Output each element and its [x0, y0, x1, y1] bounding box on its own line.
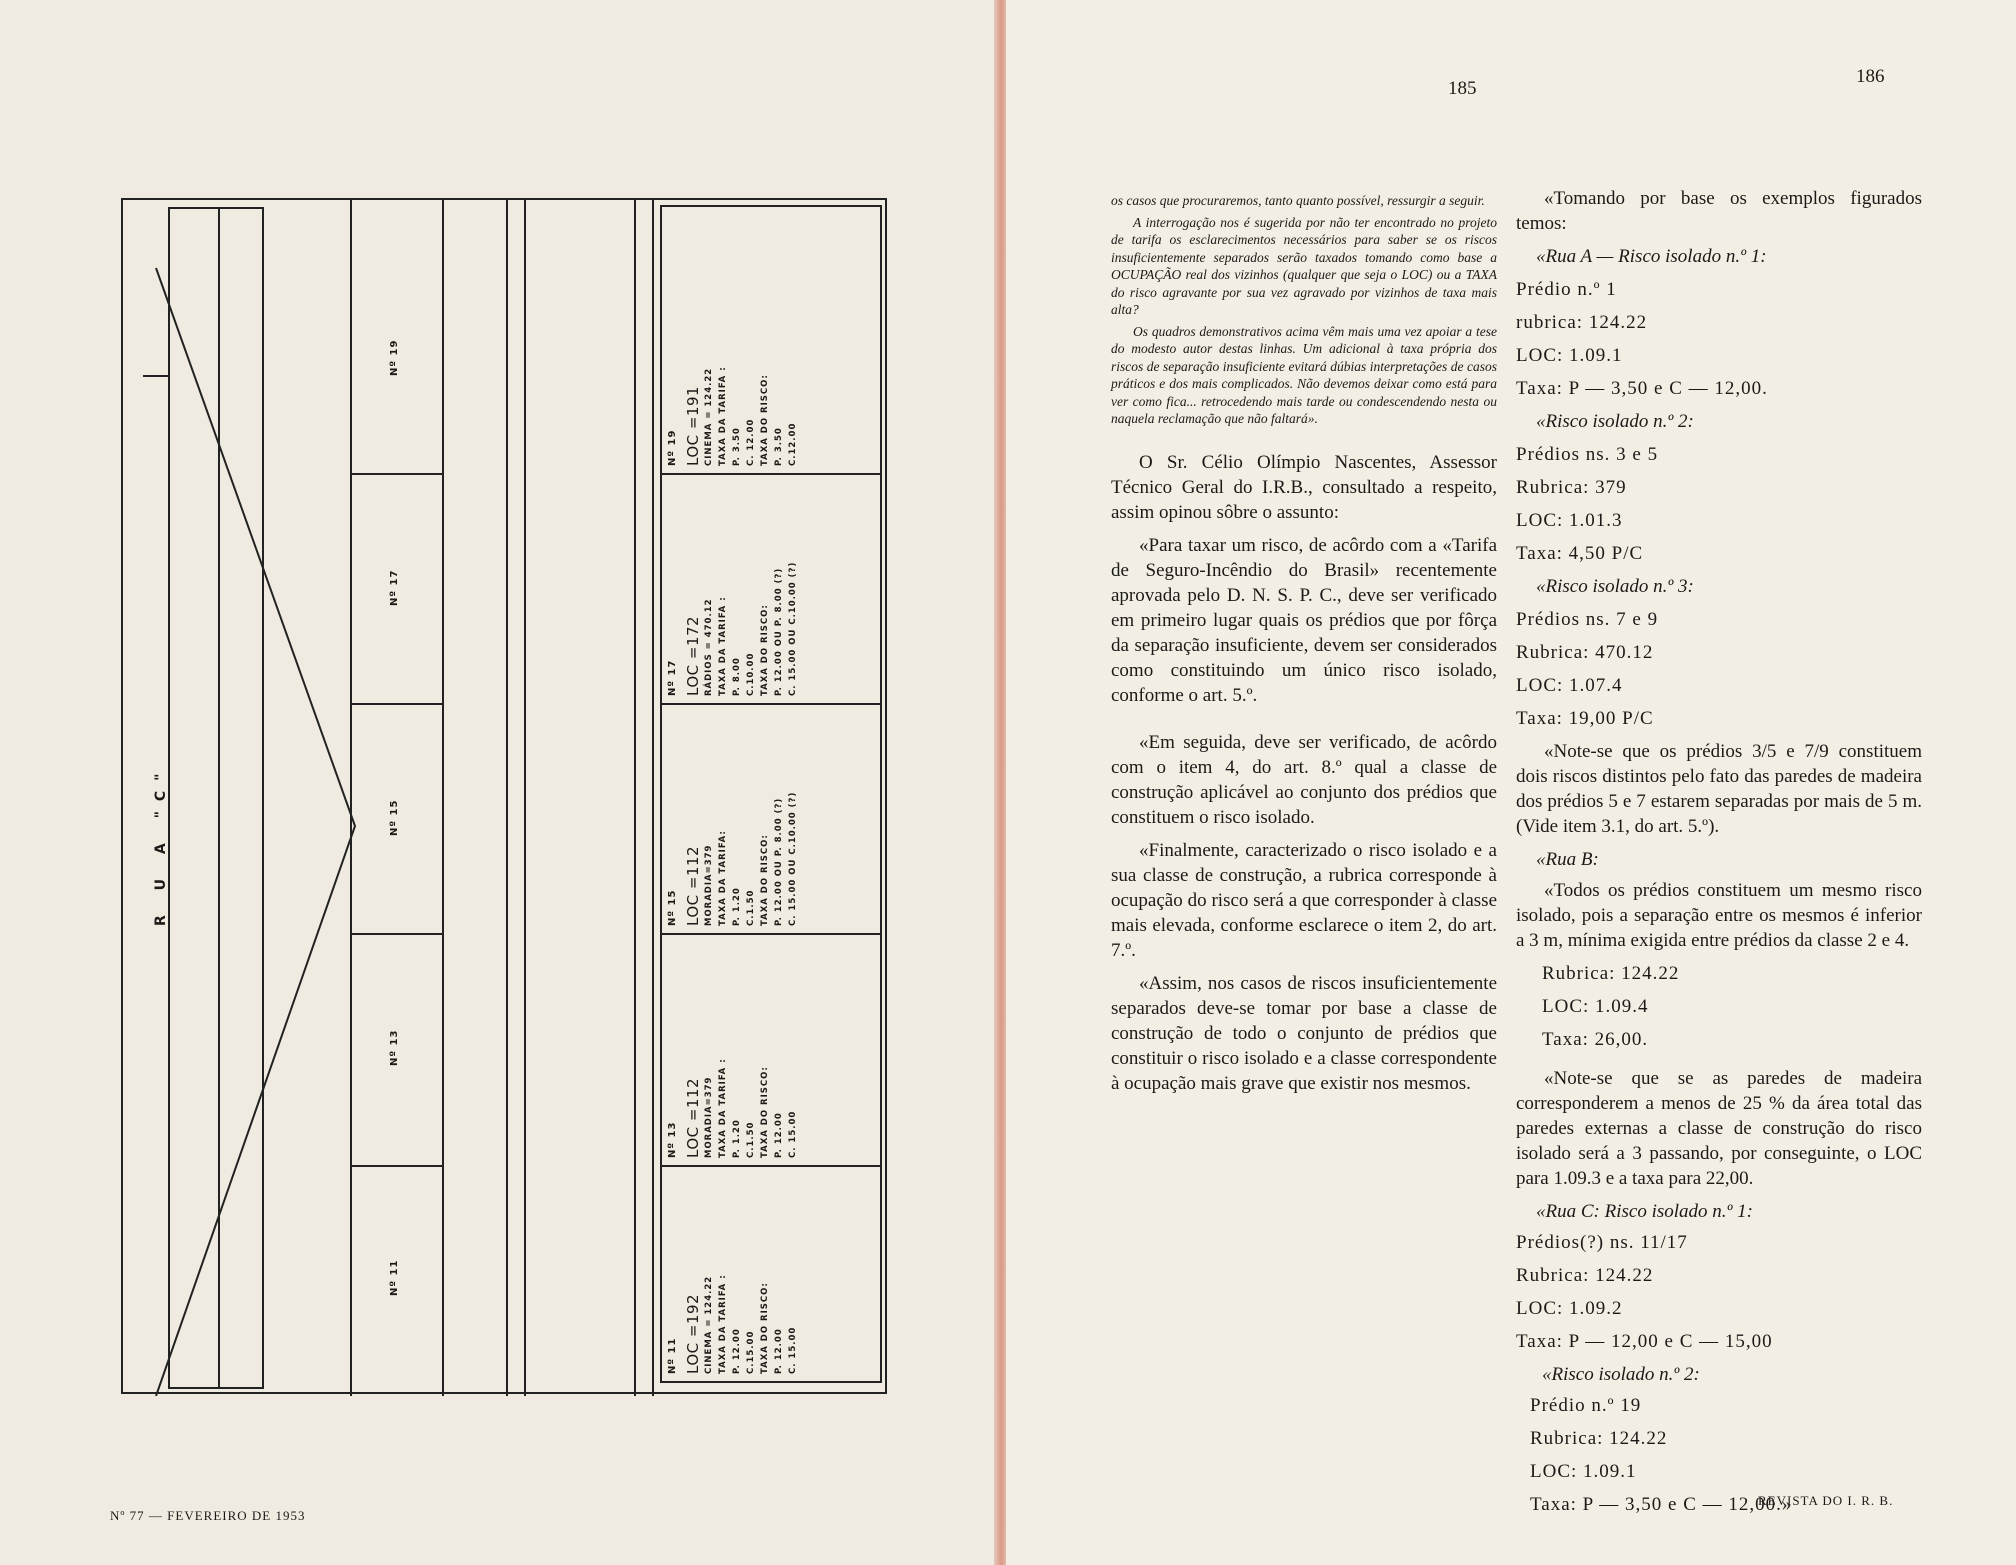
a3-line: LOC: 1.07.4 — [1516, 675, 1623, 696]
c1-line: Taxa: P — 12,00 e C — 15,00 — [1516, 1331, 1773, 1352]
body-paragraph: «Finalmente, caracterizado o risco isolado e a sua classe de construção, a rubrica corresponde à ocupação do risco será a que corresponder à classe mais elevada, conforme esclarece o item 2, do art. 7.º. — [1111, 839, 1497, 961]
rua-b-paragraph: «Todos os prédios constituem um mesmo risco isolado, pois a separação entre os mesmos é inferior a 3 m, mínima exigida entre prédios da classe 2 e 4. — [1516, 880, 1922, 951]
building-number-13: Nº 13 — [389, 1029, 400, 1066]
a1-line: Taxa: P — 3,50 e C — 12,00. — [1516, 378, 1768, 399]
street-name: R U A "C" — [153, 763, 169, 926]
building-number-17: Nº 17 — [389, 569, 400, 606]
building-cell-17: Nº 17 LOC =172 RÁDIOS = 470.12 TAXA DA TARIFA : P. 8.00 C.10.00 TAXA DO RISCO: P. 12.00 OU P. 8.00 (?) C. 15.00 OU C.10.00 (?) — [667, 561, 798, 696]
a3-line: Taxa: 19,00 P/C — [1516, 708, 1654, 729]
a2-line: Rubrica: 379 — [1516, 477, 1627, 498]
a1-line: rubrica: 124.22 — [1516, 312, 1648, 333]
building-cell-11: Nº 11 LOC =192 CINEMA = 124.22 TAXA DA TARIFA : P. 12.00 C.15.00 TAXA DO RISCO: P. 12.00 C. 15.00 — [667, 1274, 798, 1374]
section-heading-rua-b: «Rua B: — [1536, 849, 1599, 870]
body-paragraph: «Em seguida, deve ser verificado, de acôrdo com o item 4, do art. 8.º qual a classe de construção aplicável ao conjunto dos prédios que constituem o risco isolado. — [1111, 731, 1497, 828]
building-cell-19: Nº 19 LOC =191 CINEMA = 124.22 TAXA DA TARIFA : P. 3.50 C. 12.00 TAXA DO RISCO: P. 3.50 C.12.00 — [667, 366, 798, 466]
a1-line: Prédio n.º 1 — [1516, 279, 1617, 300]
note-paragraph: «Note-se que os prédios 3/5 e 7/9 constituem dois riscos distintos pelo fato das paredes de madeira dos prédios 5 e 7 estarem separadas por mais de 5 m. (Vide item 3.1, do art. 5.º). — [1516, 741, 1922, 837]
building-number-15: Nº 15 — [389, 799, 400, 836]
body-paragraph: O Sr. Célio Olímpio Nascentes, Assessor Técnico Geral do I.R.B., consultado a respeito, assim opinou sôbre o assunto: — [1111, 451, 1497, 523]
body-paragraph: «Para taxar um risco, de acôrdo com a «Tarifa de Seguro-Incêndio do Brasil» recentemente aprovada pelo D. N. S. P. C., deve ser verificado em primeiro lugar quais os prédios que por fôrça da separação insuficiente, devem ser considerados como constituindo um único risco isolado, conforme o art. 5.º. — [1111, 534, 1497, 706]
c2-line: Rubrica: 124.22 — [1530, 1428, 1668, 1449]
section-heading-rua-c: «Rua C: Risco isolado n.º 1: — [1536, 1201, 1753, 1222]
c2-line: Taxa: P — 3,50 e C — 12,00.» — [1530, 1494, 1793, 1515]
left-page-footer: Nº 77 — FEVEREIRO DE 1953 — [110, 1508, 306, 1523]
left-page — [0, 0, 998, 1565]
street-outline — [156, 268, 355, 1396]
site-plan-drawing — [121, 198, 887, 1394]
section-heading-c2: «Risco isolado n.º 2: — [1542, 1364, 1700, 1385]
b-line: Rubrica: 124.22 — [1542, 963, 1680, 984]
italic-paragraph: A interrogação nos é sugerida por não ter encontrado no projeto de tarifa os esclarecimentos necessários para saber se os riscos insuficientemente separados serão taxados tomando como base a OCUPAÇÃO real dos vizinhos (qualquer que seja o LOC) ou a TAXA do risco agravante por sua vez agravado por vizinhos de taxa mais alta? — [1111, 214, 1497, 317]
page-number-185: 185 — [1448, 78, 1477, 99]
c2-line: Prédio n.º 19 — [1530, 1395, 1642, 1416]
italic-paragraph: os casos que procuraremos, tanto quanto possível, ressurgir a seguir. — [1111, 193, 1485, 208]
site-plan-rotated — [123, 200, 889, 1396]
a3-line: Prédios ns. 7 e 9 — [1516, 609, 1659, 630]
right-page — [1006, 0, 2016, 1565]
section-heading-a3: «Risco isolado n.º 3: — [1536, 576, 1694, 597]
a3-line: Rubrica: 470.12 — [1516, 642, 1654, 663]
building-cell-15: Nº 15 LOC =112 MORADIA=379 TAXA DA TARIFA: P. 1.20 C.1.50 TAXA DO RISCO: P. 12.00 OU P. 8.00 (?) C. 15.00 OU C.10.00 (?) — [667, 791, 798, 926]
text-column-1 — [1111, 192, 1497, 1104]
note-paragraph: «Note-se que se as paredes de madeira corresponderem a menos de 25 % da área total das paredes externas a classe de construção do risco isolado será a 3 passando, por conseguinte, o LOC para 1.09.3 e a taxa para 22,00. — [1516, 1068, 1922, 1189]
a2-line: Taxa: 4,50 P/C — [1516, 543, 1644, 564]
building-number-11: Nº 11 — [389, 1259, 400, 1296]
intro-paragraph: «Tomando por base os exemplos figurados temos: — [1516, 188, 1922, 234]
b-line: LOC: 1.09.4 — [1542, 996, 1649, 1017]
right-page-footer: REVISTA DO I. R. B. — [1758, 1493, 1894, 1508]
c1-line: LOC: 1.09.2 — [1516, 1298, 1623, 1319]
building-number-19: Nº 19 — [389, 339, 400, 376]
section-heading-a2: «Risco isolado n.º 2: — [1536, 411, 1694, 432]
a1-line: LOC: 1.09.1 — [1516, 345, 1623, 366]
c1-line: Prédios(?) ns. 11/17 — [1516, 1232, 1688, 1253]
section-heading-rua-a: «Rua A — Risco isolado n.º 1: — [1536, 246, 1767, 267]
c2-line: LOC: 1.09.1 — [1530, 1461, 1637, 1482]
body-paragraph: «Assim, nos casos de riscos insuficientemente separados deve-se tomar por base a classe de construção de todo o conjunto de prédios que constituir o risco isolado e a classe correspondente à ocupação mais grave que existir nos mesmos. — [1111, 972, 1497, 1094]
a2-line: LOC: 1.01.3 — [1516, 510, 1623, 531]
italic-quote-block — [1111, 192, 1497, 428]
italic-paragraph: Os quadros demonstrativos acima vêm mais uma vez apoiar a tese do modesto autor destas linhas. Um adicional à taxa própria dos riscos de separação insuficiente evitará dúbias interpretações de casos práticos e dos mais complicados. Não devemos deixar como está para ver como fica... retrocedendo mais tarde ou condescendendo nesta ou naquela reclamação que não faltará». — [1111, 323, 1497, 426]
c1-line: Rubrica: 124.22 — [1516, 1265, 1654, 1286]
b-line: Taxa: 26,00. — [1542, 1029, 1649, 1050]
page-number-186: 186 — [1856, 66, 1885, 87]
building-cell-13: Nº 13 LOC =112 MORADIA=379 TAXA DA TARIFA : P. 1.20 C.1.50 TAXA DO RISCO: P. 12.00 C. 15.00 — [667, 1058, 798, 1158]
a2-line: Prédios ns. 3 e 5 — [1516, 444, 1659, 465]
text-column-2 — [1516, 186, 1922, 1525]
